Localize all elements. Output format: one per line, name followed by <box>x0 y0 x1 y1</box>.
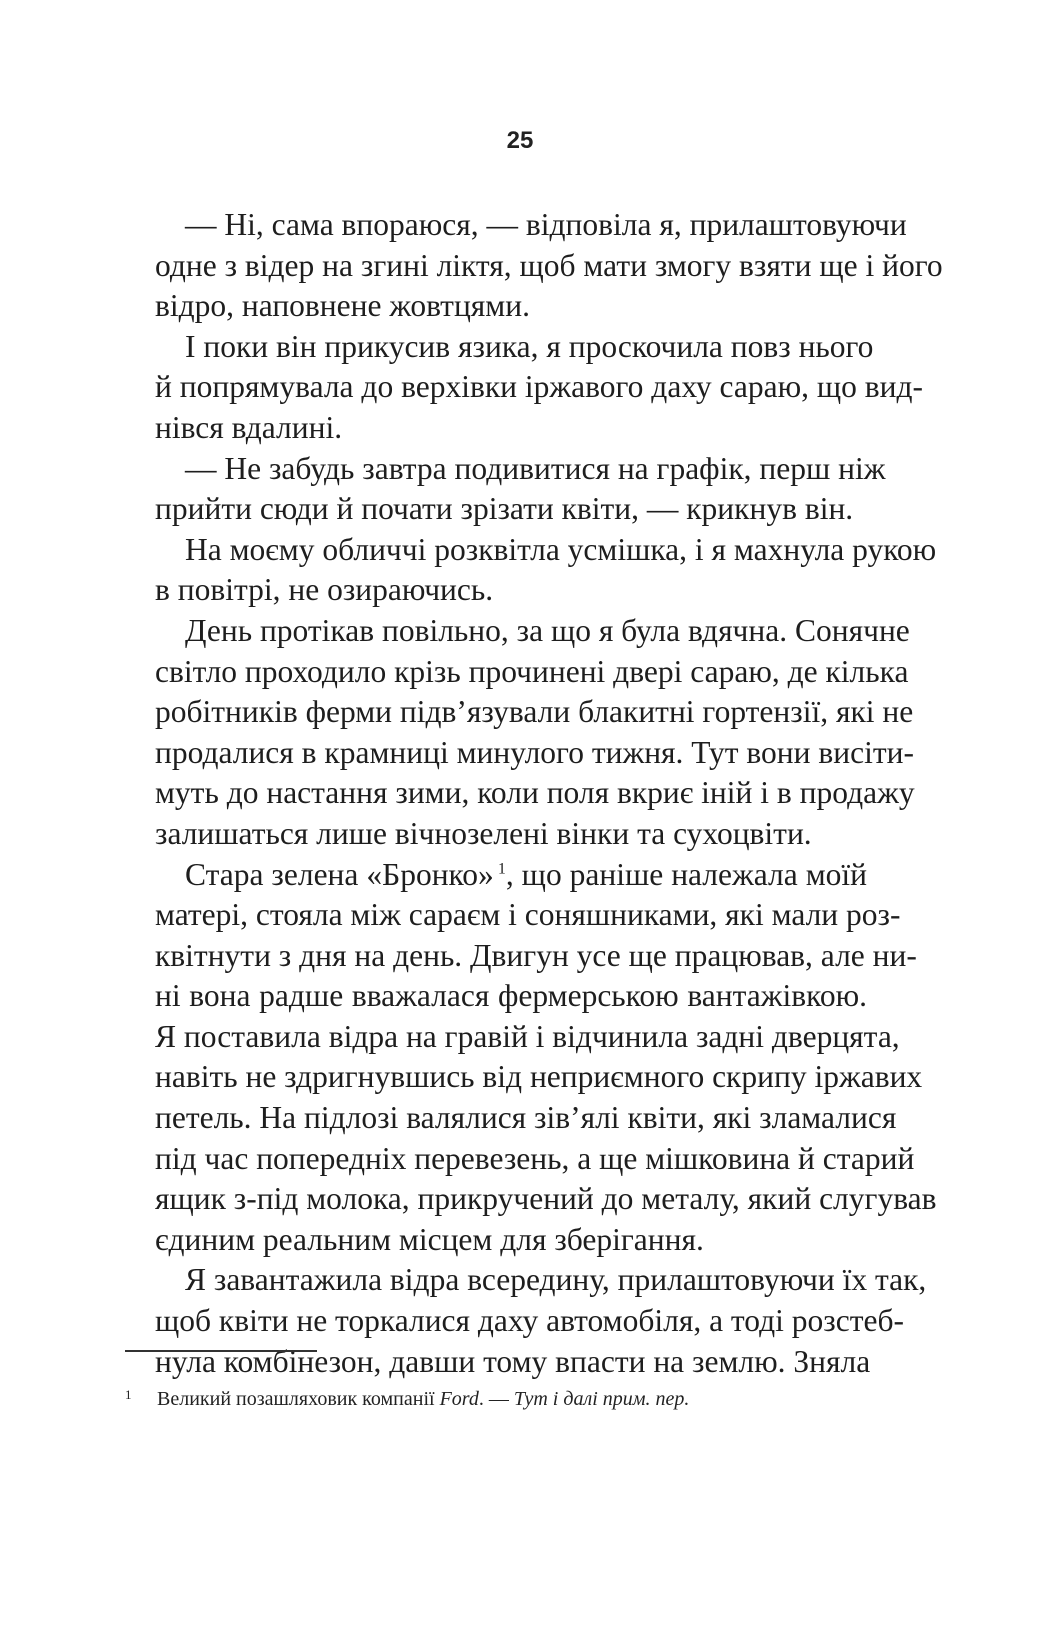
paragraph <box>125 1260 927 1382</box>
footnote-divider <box>125 1350 317 1352</box>
text-line: На моєму обличчі розквітла усмішка, і я махнула рукою <box>185 531 937 567</box>
page-number: 25 <box>506 127 534 154</box>
text-line: І поки він прикусив язика, я проскочила повз нього <box>185 328 874 364</box>
text-line: робітників ферми підв’язували блакитні гортензії, які не <box>155 694 914 730</box>
footnote-text <box>157 1388 689 1410</box>
paragraph <box>125 611 915 855</box>
text-line: матері, стояла між сараєм і соняшниками, які мали роз- <box>155 897 901 933</box>
text-line: нівся вдалині. <box>155 409 343 445</box>
text-line: відро, наповнене жовтцями. <box>155 288 530 324</box>
text-line: під час попередніх перевезень, а ще мішковина й старий <box>155 1140 915 1176</box>
footnote-text-plain: Великий позашляховик компанії <box>157 1388 440 1410</box>
text-line: в повітрі, не озираючись. <box>155 572 494 608</box>
text-line: — Ні, сама впораюся, — відповіла я, прилаштовуючи <box>185 207 907 242</box>
footnote-note: Тут і далі прим. пер. <box>513 1388 690 1410</box>
text-line: нула комбінезон, давши тому впасти на землю. Зняла <box>155 1343 871 1379</box>
text-line: — Не забудь завтра подивитися на графік, перш ніж <box>185 450 886 486</box>
paragraph <box>125 449 886 530</box>
text-line: ящик з-під молока, прикручений до металу, який слугував <box>155 1181 937 1217</box>
text-line: щоб квіти не торкалися даху автомобіля, а тоді розстеб- <box>155 1303 904 1339</box>
footnote-text-separator: . — <box>478 1388 514 1410</box>
text-line: прийти сюди й почати зрізати квіти, — крикнув він. <box>155 491 854 527</box>
text-line: петель. На підлозі валялися зів’ялі квіти, які зламалися <box>155 1100 897 1136</box>
text-line: ні вона радше вважалася фермерською вантажівкою. <box>155 978 867 1014</box>
text-line: Я завантажила відра всередину, прилаштовуючи їх так, <box>185 1262 927 1298</box>
text-line: одне з відер на згині ліктя, щоб мати змогу взяти ще і його <box>155 247 943 283</box>
text-line-segment: Стара зелена «Бронко» <box>185 856 494 892</box>
text-line: Я поставила відра на гравій і відчинила задні дверцята, <box>155 1018 900 1054</box>
paragraph <box>125 530 937 611</box>
paragraph <box>125 327 923 449</box>
footnote <box>125 1386 867 1412</box>
text-line: муть до настання зими, коли поля вкриє іній і в продажу <box>155 775 915 811</box>
text-line: єдиним реальним місцем для зберігання. <box>155 1221 704 1257</box>
paragraph <box>125 855 937 1261</box>
text-line: й попрямувала до верхівки іржавого даху сараю, що вид- <box>155 369 923 405</box>
text-line-with-footnote <box>125 855 867 896</box>
text-line: продалися в крамниці минулого тижня. Тут вони висіти- <box>155 734 914 770</box>
footnote-brand: Ford <box>439 1388 479 1410</box>
text-line: навіть не здригнувшись від неприємного скрипу іржавих <box>155 1059 923 1095</box>
footnote-reference: 1 <box>493 860 506 877</box>
text-line-segment: , що раніше належала моїй <box>505 856 867 892</box>
text-line: залишаться лише вічнозелені вінки та сухоцвіти. <box>155 815 812 851</box>
text-line: світло проходило крізь прочинені двері сараю, де кілька <box>155 653 909 689</box>
text-line-segment <box>185 857 867 892</box>
paragraph <box>125 205 943 327</box>
footnote-mark: 1 <box>125 1387 132 1402</box>
text-line: квітнути з дня на день. Двигун усе ще працював, але ни- <box>155 937 917 973</box>
text-line: День протікав повільно, за що я була вдячна. Сонячне <box>185 612 910 648</box>
body-text <box>125 205 943 1382</box>
